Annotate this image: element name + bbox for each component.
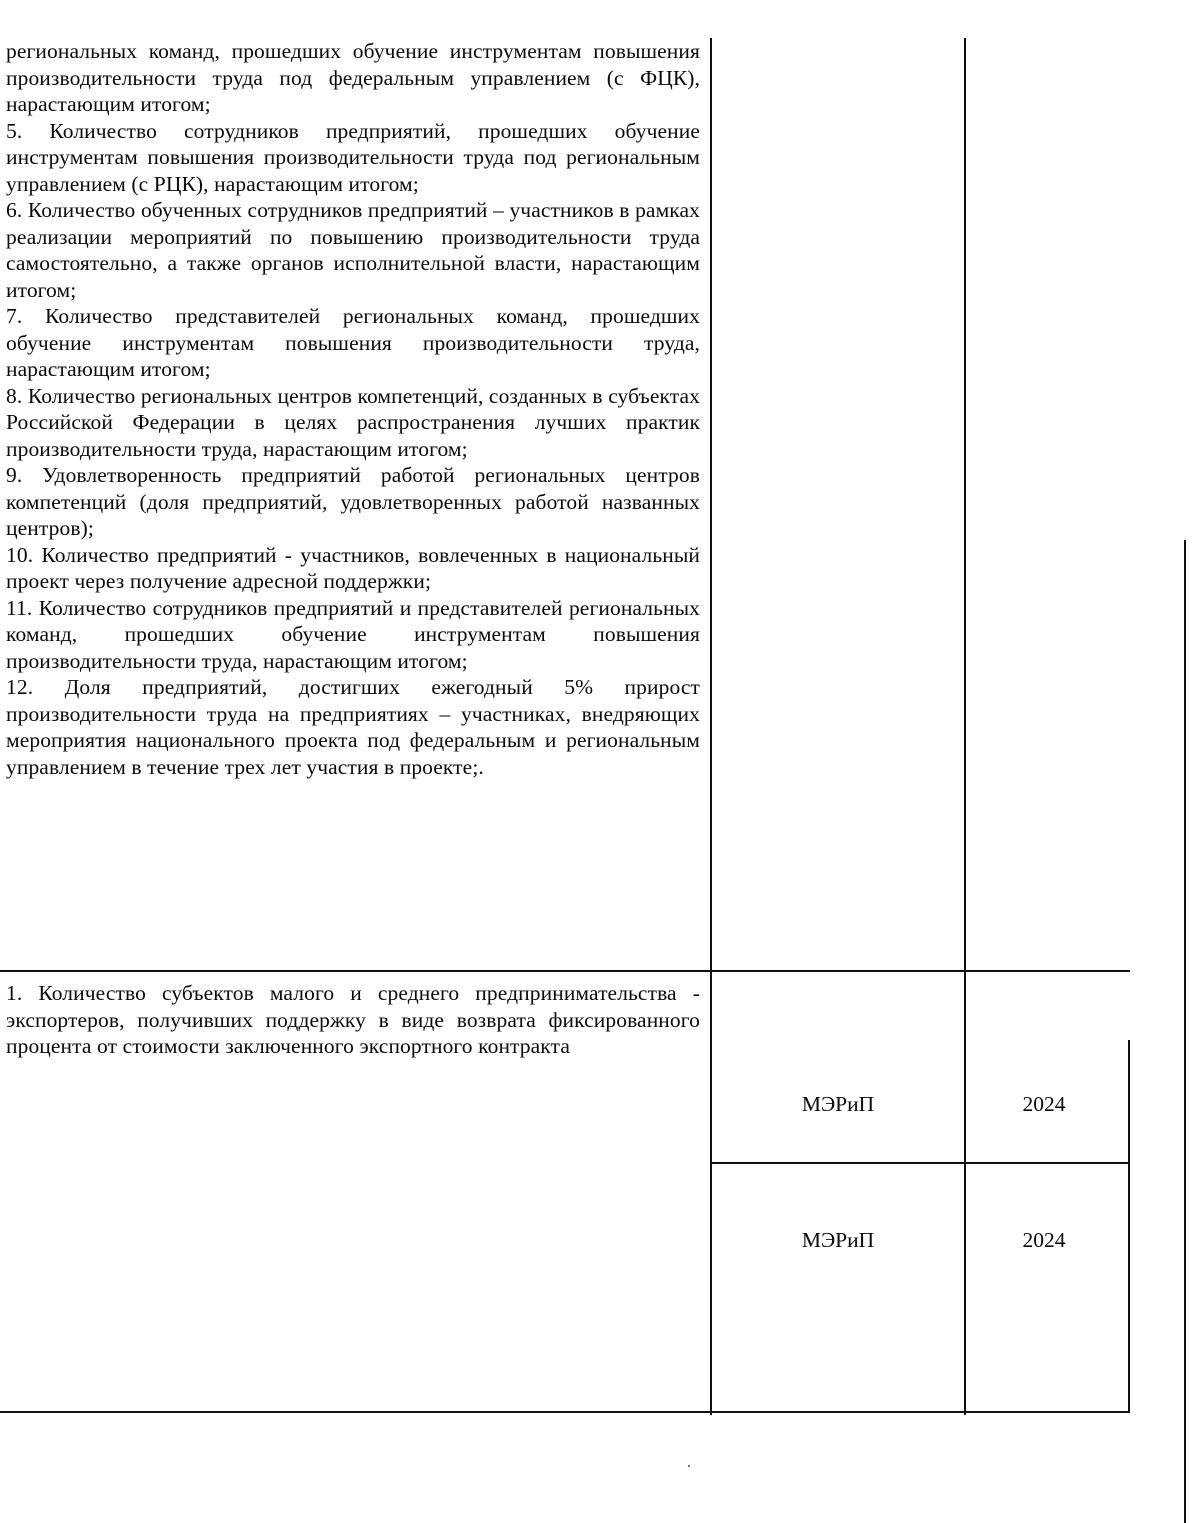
indicator-item: 10. Количество предприятий - участников, вовлеченных в национальный проект через получение адресной поддержки;	[6, 542, 700, 593]
page-edge-line	[1184, 540, 1186, 1523]
indicator-item: 6. Количество обученных сотрудников предприятий – участников в рамках реализации мероприятий по повышению производительности труда самостоятельно, а также органов исполнительной власти, нарастающим итогом;	[6, 198, 700, 302]
row-border	[712, 1162, 1130, 1164]
scan-speck	[688, 1465, 690, 1467]
indicators-list-cell	[6, 38, 700, 780]
column-border	[964, 38, 966, 1415]
column-border	[710, 38, 712, 1415]
year-cell-1: 2024	[1022, 1092, 1066, 1116]
indicator-item: 5. Количество сотрудников предприятий, прошедших обучение инструментам повышения производительности труда под региональным управлением (с РЦК), нарастающим итогом;	[6, 118, 700, 196]
year-cell-2: 2024	[1022, 1228, 1066, 1252]
export-indicator-text: 1. Количество субъектов малого и среднего предпринимательства - экспортеров, получивших поддержку в виде возврата фиксированного процента от стоимости заключенного экспортного контракта	[6, 981, 700, 1058]
responsible-cell-2: МЭРиП	[801, 1228, 875, 1252]
responsible-cell-1: МЭРиП	[801, 1092, 875, 1116]
indicator-item: 12. Доля предприятий, достигших ежегодный 5% прирост производительности труда на предприятиях – участниках, внедряющих мероприятия национального проекта под федеральным и региональным управлением в течение трех лет участия в проекте;.	[6, 675, 700, 779]
export-indicator-cell	[6, 980, 700, 1060]
column-border	[1128, 1040, 1130, 1412]
row-border	[0, 1411, 1130, 1413]
indicator-item: 7. Количество представителей региональных команд, прошедших обучение инструментам повышения производительности труда, нарастающим итогом;	[6, 304, 700, 381]
indicator-item: 8. Количество региональных центров компетенций, созданных в субъектах Российской Федерации в целях распространения лучших практик производительности труда, нарастающим итогом;	[6, 383, 700, 461]
row-border	[0, 970, 1130, 972]
indicator-item: 11. Количество сотрудников предприятий и представителей региональных команд, прошедших обучение инструментам повышения производительности труда, нарастающим итогом;	[6, 595, 700, 673]
indicator-item: 9. Удовлетворенность предприятий работой региональных центров компетенций (доля предприятий, удовлетворенных работой названных центров);	[6, 463, 700, 540]
indicator-item: региональных команд, прошедших обучение инструментам повышения производительности труда под федеральным управлением (с ФЦК), нарастающим итогом;	[6, 39, 700, 116]
